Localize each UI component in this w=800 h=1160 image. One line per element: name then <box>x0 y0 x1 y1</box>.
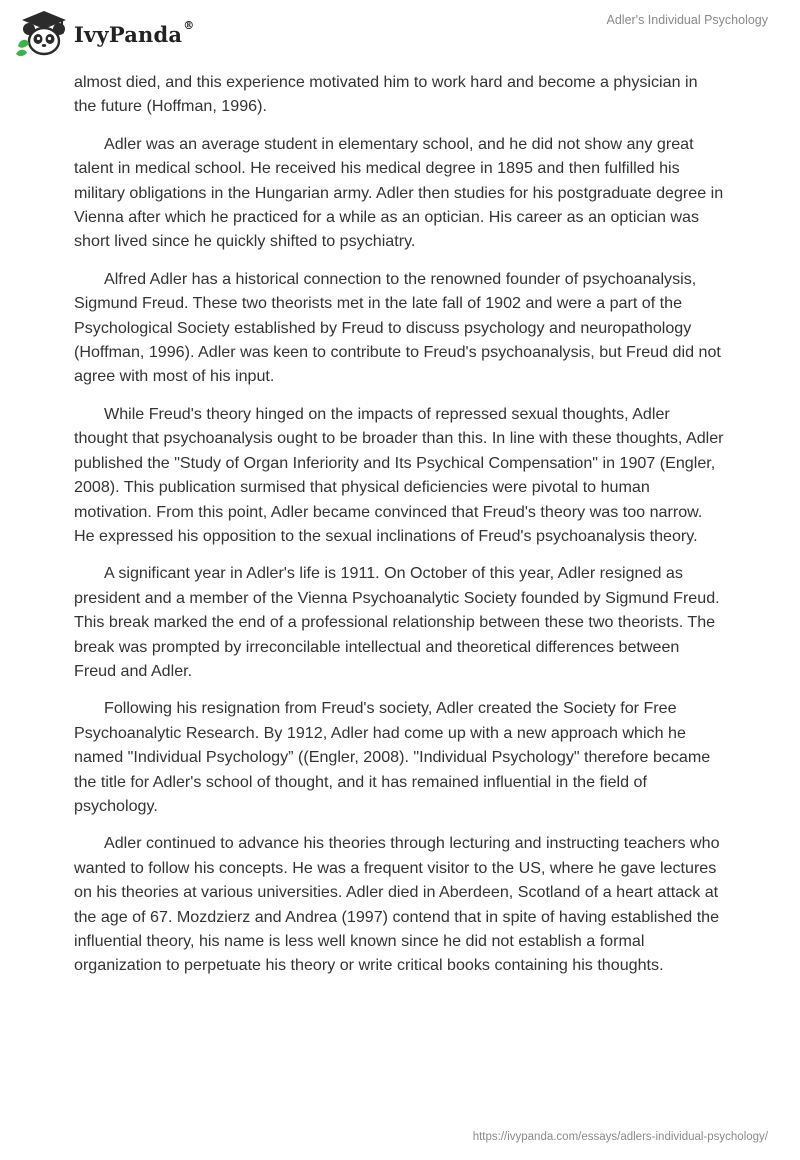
paragraph: A significant year in Adler's life is 1911. On October of this year, Adler resigned as president and a member of the Vienna Psychoanalytic Society founded by Sigmund Freud. This break marked the end of a professional relationship between these two theorists. The break was prompted by irreconcilable intellectual and theoretical differences between Freud and Adler. <box>74 564 720 680</box>
ivypanda-logo[interactable] <box>14 8 194 58</box>
paragraph: Following his resignation from Freud's society, Adler created the Society for Free Psychoanalytic Research. By 1912, Adler had come up with a new approach which he named "Individual Psychology” ((Engler, 2008). "Individual Psychology" therefore became the title for Adler's school of thought, and it has remained influential in the field of psychology. <box>74 699 711 815</box>
page-header <box>0 0 800 70</box>
panda-graduate-icon <box>14 8 70 58</box>
essay-body <box>74 70 724 991</box>
paragraph: Adler continued to advance his theories through lecturing and instructing teachers who wanted to follow his concepts. He was a frequent visitor to the US, where he gave lectures on his theories at various universities. Adler died in Aberdeen, Scotland of a heart attack at the age of 67. Mozdzierz and Andrea (1997) contend that in spite of having established the influential theory, his name is less well known since he did not establish a formal organization to perpetuate his theory or write critical books containing his thoughts. <box>74 834 720 975</box>
brand-name: IvyPanda® <box>74 18 195 47</box>
paragraph: While Freud's theory hinged on the impacts of repressed sexual thoughts, Adler thought that psychoanalysis ought to be broader than this. In line with these thoughts, Adler published the "Study of Organ Inferiority and Its Psychical Compensation" in 1907 (Engler, 2008). This publication surmised that physical deficiencies were pivotal to human motivation. From this point, Adler became convinced that Freud's theory was too narrow. He expressed his opposition to the sexual inclinations of Freud's psychoanalysis theory. <box>74 404 724 545</box>
paragraph: almost died, and this experience motivated him to work hard and become a physician in the future (Hoffman, 1996). <box>74 73 698 116</box>
document-title: Adler's Individual Psychology <box>606 13 768 27</box>
paragraph: Alfred Adler has a historical connection to the renowned founder of psychoanalysis, Sigmund Freud. These two theorists met in the late fall of 1902 and were a part of the Psychological Society established by Freud to discuss psychology and neuropathology (Hoffman, 1996). Adler was keen to contribute to Freud's psychoanalysis, but Freud did not agree with most of his input. <box>74 269 721 386</box>
registered-mark: ® <box>183 18 195 32</box>
source-url[interactable]: https://ivypanda.com/essays/adlers-individual-psychology/ <box>472 1131 768 1143</box>
paragraph: Adler was an average student in elementary school, and he did not show any great talent in medical school. He received his medical degree in 1895 and then fulfilled his military obligations in the Hungarian army. Adler then studies for his postgraduate degree in Vienna after which he practiced for a while as an optician. His career as an optician was short lived since he quickly shifted to psychiatry. <box>74 134 724 251</box>
